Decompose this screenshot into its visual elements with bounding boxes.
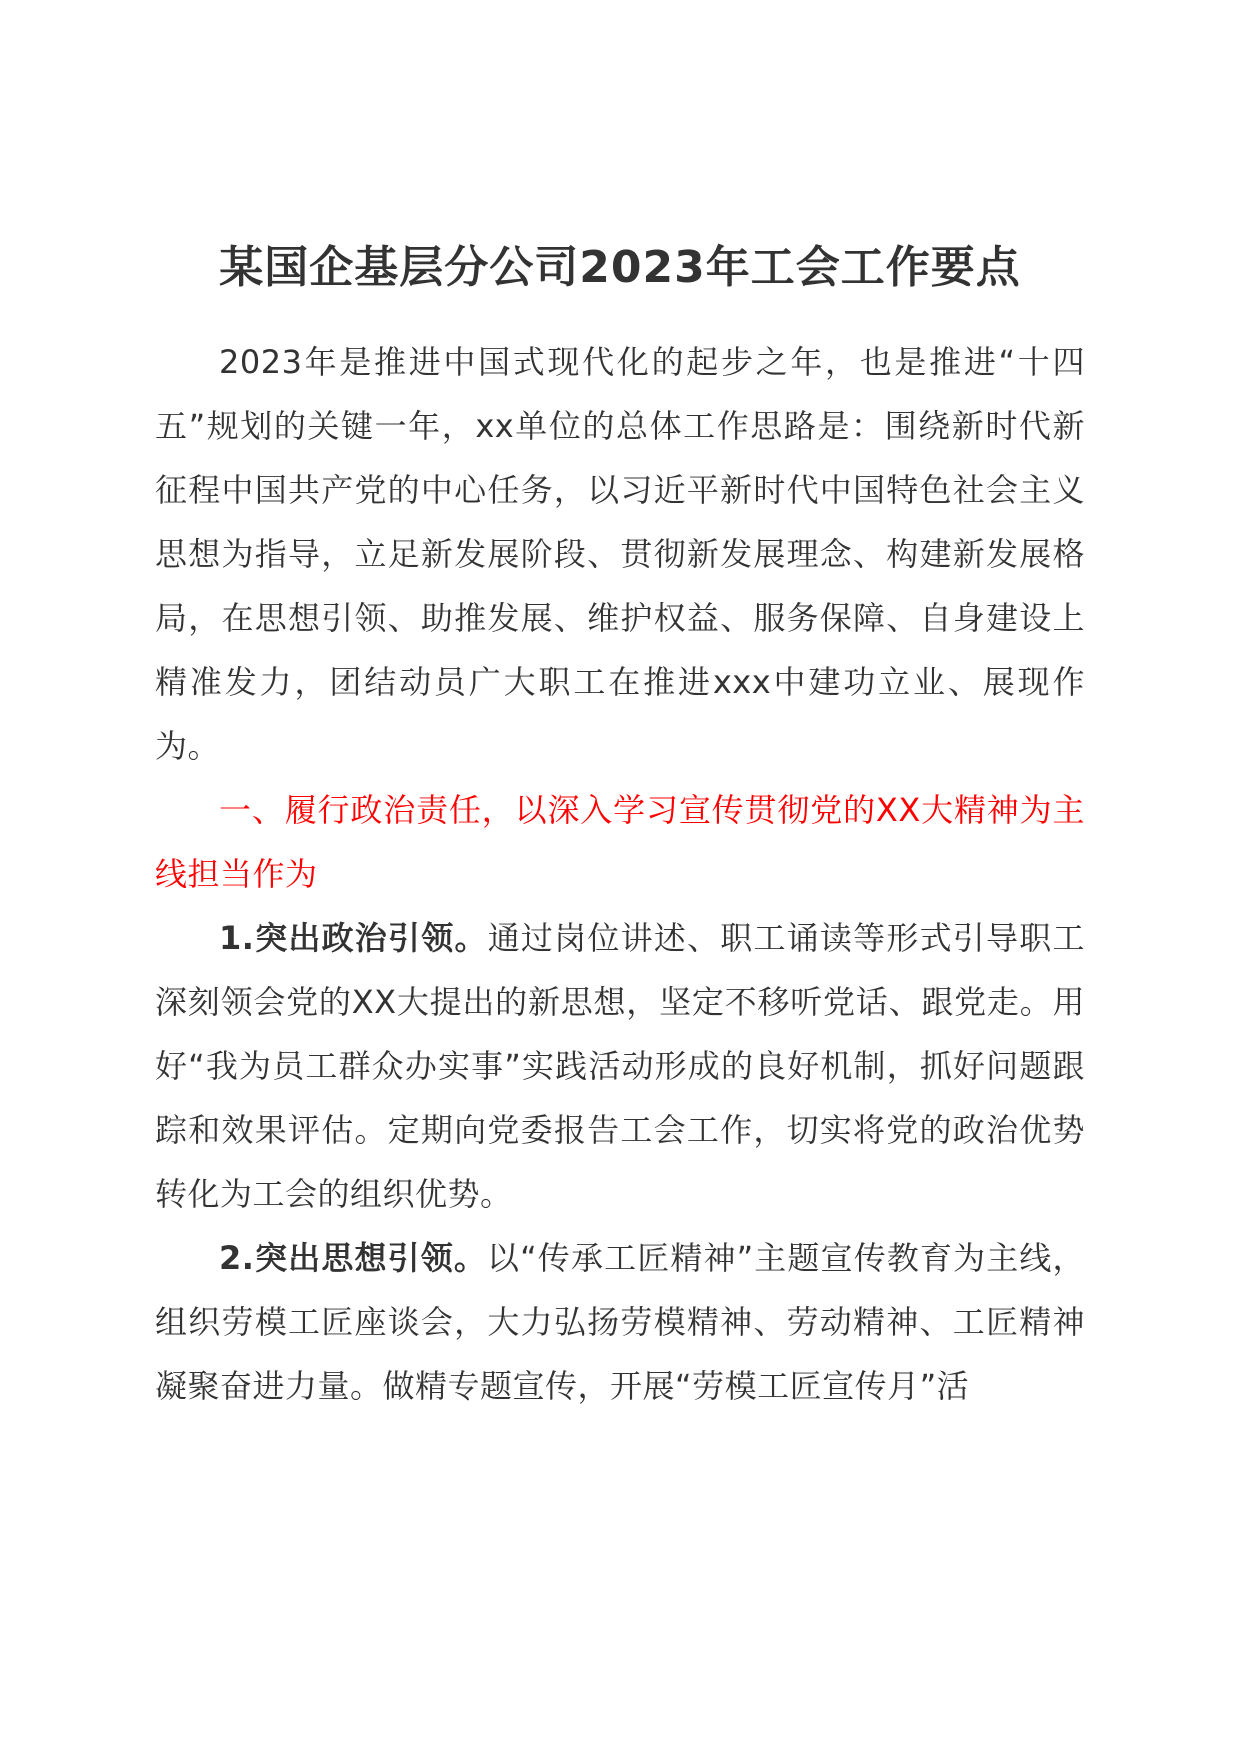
document-title: 某国企基层分公司2023年工会工作要点 bbox=[219, 242, 1021, 293]
item-paragraph-2 bbox=[155, 1226, 1085, 1418]
item-lead: 2.突出思想引领。 bbox=[219, 1239, 487, 1277]
item-lead: 1.突出政治引领。 bbox=[219, 919, 488, 957]
intro-paragraph: 2023年是推进中国式现代化的起步之年，也是推进“十四五”规划的关键一年，xx单位的总体工作思路是：围绕新时代新征程中国共产党的中心任务，以习近平新时代中国特色社会主义思想为指导，立足新发展阶段、贯彻新发展理念、构建新发展格局，在思想引领、助推发展、维护权益、服务保障、自身建设上精准发力，团结动员广大职工在推进xxx中建功立业、展现作为。 bbox=[155, 343, 1085, 765]
section-heading: 一、履行政治责任，以深入学习宣传贯彻党的XX大精神为主线担当作为 bbox=[155, 791, 1085, 893]
item-paragraph-1 bbox=[155, 906, 1085, 1226]
item-text: 通过岗位讲述、职工诵读等形式引导职工深刻领会党的XX大提出的新思想，坚定不移听党话、跟党走。用好“我为员工群众办实事”实践活动形成的良好机制，抓好问题跟踪和效果评估。定期向党委报告工会工作，切实将党的政治优势转化为工会的组织优势。 bbox=[155, 919, 1085, 1213]
document-body bbox=[155, 330, 1085, 1418]
item-text: 以“传承工匠精神”主题宣传教育为主线，组织劳模工匠座谈会，大力弘扬劳模精神、劳动精神、工匠精神凝聚奋进力量。做精专题宣传，开展“劳模工匠宣传月”活 bbox=[155, 1239, 1085, 1405]
